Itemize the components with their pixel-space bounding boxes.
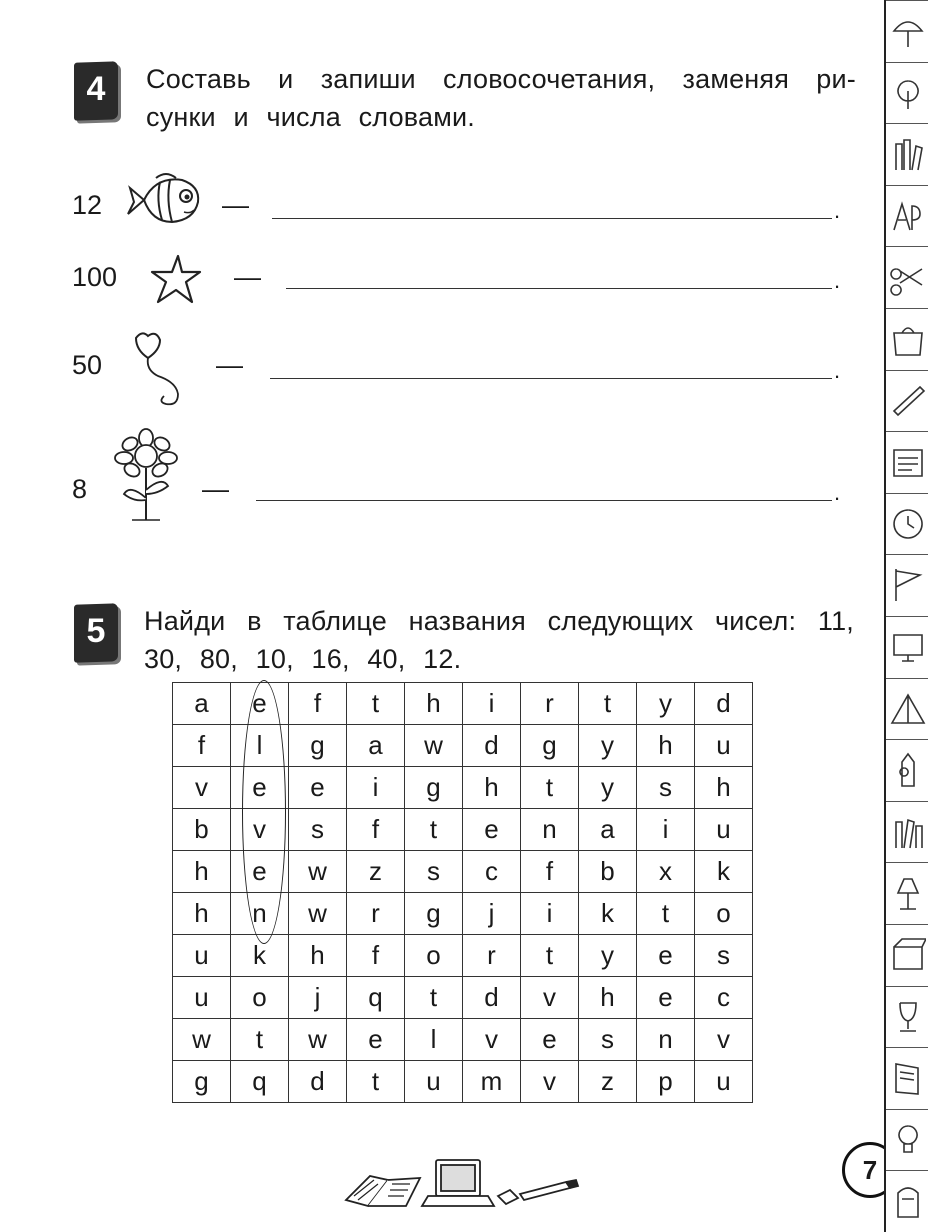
grid-row — [173, 977, 753, 1019]
strip-divider — [886, 308, 928, 309]
books-icon — [890, 808, 926, 856]
exercise-5-instruction — [144, 602, 854, 678]
grid-cell[interactable]: e — [231, 851, 289, 893]
grid-cell[interactable]: u — [173, 977, 231, 1019]
grid-cell[interactable]: j — [463, 893, 521, 935]
grid-cell[interactable]: p — [637, 1061, 695, 1103]
balloon-icon — [122, 330, 192, 410]
grid-cell[interactable]: h — [173, 893, 231, 935]
strip-divider — [886, 493, 928, 494]
row-number: 12 — [72, 190, 103, 220]
grid-cell[interactable]: h — [405, 683, 463, 725]
exercise-4-badge — [74, 62, 118, 120]
grid-cell[interactable]: t — [347, 683, 405, 725]
grid-cell[interactable]: s — [695, 935, 753, 977]
grid-cell[interactable]: z — [579, 1061, 637, 1103]
strip-divider — [886, 0, 928, 1]
bulb-icon — [890, 1116, 926, 1164]
row-dash: — — [222, 190, 249, 220]
grid-cell[interactable]: t — [579, 683, 637, 725]
grid-cell[interactable]: a — [347, 725, 405, 767]
strip-divider — [886, 1109, 928, 1110]
grid-cell[interactable]: l — [405, 1019, 463, 1061]
grid-cell[interactable]: s — [637, 767, 695, 809]
grid-cell[interactable]: w — [289, 893, 347, 935]
grid-cell[interactable]: y — [579, 725, 637, 767]
grid-cell[interactable]: u — [405, 1061, 463, 1103]
grid-cell[interactable]: k — [231, 935, 289, 977]
page-number: 7 — [842, 1142, 898, 1198]
exercise-number: 5 — [86, 612, 106, 650]
grid-cell[interactable]: f — [173, 725, 231, 767]
line-end-dot: . — [834, 358, 841, 383]
grid-cell[interactable]: t — [521, 935, 579, 977]
letters-icon — [890, 192, 926, 240]
line-end-dot: . — [834, 268, 841, 293]
grid-cell[interactable]: t — [347, 1061, 405, 1103]
grid-row — [173, 1019, 753, 1061]
grid-cell[interactable]: s — [579, 1019, 637, 1061]
grid-cell[interactable]: g — [405, 893, 463, 935]
grid-cell[interactable]: q — [347, 977, 405, 1019]
grid-cell[interactable]: i — [637, 809, 695, 851]
grid-cell[interactable]: f — [347, 809, 405, 851]
strip-divider — [886, 801, 928, 802]
strip-divider — [886, 986, 928, 987]
grid-cell[interactable]: r — [463, 935, 521, 977]
strip-divider — [886, 554, 928, 555]
grid-cell[interactable]: h — [289, 935, 347, 977]
grid-cell[interactable]: h — [463, 767, 521, 809]
line-end-dot: . — [834, 480, 841, 505]
grid-cell[interactable]: x — [637, 851, 695, 893]
pencil-icon — [890, 377, 926, 425]
flag-icon — [890, 561, 926, 609]
exercise-number: 4 — [86, 70, 106, 108]
clock-icon — [890, 500, 926, 548]
answer-line[interactable] — [256, 500, 832, 501]
grid-cell[interactable]: r — [347, 893, 405, 935]
grid-cell[interactable]: n — [231, 893, 289, 935]
instruction-line: Найди в таблице названия следующих чисел: 11, — [144, 606, 854, 636]
strip-divider — [886, 739, 928, 740]
grid-cell[interactable]: d — [463, 977, 521, 1019]
grid-cell[interactable]: u — [695, 809, 753, 851]
grid-cell[interactable]: n — [521, 809, 579, 851]
star-icon — [148, 252, 204, 306]
marker-icon — [520, 1180, 578, 1200]
box-icon — [890, 931, 926, 979]
grid-cell[interactable]: g — [521, 725, 579, 767]
row-dash: — — [216, 350, 243, 380]
grid-cell[interactable]: w — [405, 725, 463, 767]
grid-cell[interactable]: e — [231, 683, 289, 725]
grid-cell[interactable]: g — [405, 767, 463, 809]
strip-divider — [886, 431, 928, 432]
strip-divider — [886, 185, 928, 186]
grid-cell[interactable]: z — [347, 851, 405, 893]
instruction-line: Составь и запиши словосочетания, заменяя ри- — [146, 64, 856, 94]
grid-cell[interactable]: t — [405, 977, 463, 1019]
row-number: 50 — [72, 350, 103, 380]
answer-line[interactable] — [270, 378, 832, 379]
grid-cell[interactable]: h — [695, 767, 753, 809]
grid-cell[interactable]: d — [289, 1061, 347, 1103]
flower-icon — [108, 428, 184, 522]
answer-line[interactable] — [286, 288, 832, 289]
row-number: 8 — [72, 474, 88, 504]
grid-cell[interactable]: k — [695, 851, 753, 893]
grid-cell[interactable]: i — [347, 767, 405, 809]
strip-divider — [886, 123, 928, 124]
grid-cell[interactable]: f — [289, 683, 347, 725]
grid-cell[interactable]: e — [637, 977, 695, 1019]
grid-cell[interactable]: o — [695, 893, 753, 935]
grid-cell[interactable]: e — [521, 1019, 579, 1061]
tent-icon — [890, 685, 926, 733]
books-icon — [890, 130, 926, 178]
grid-cell[interactable]: m — [463, 1061, 521, 1103]
grid-cell[interactable]: t — [637, 893, 695, 935]
grid-cell[interactable]: w — [289, 851, 347, 893]
grid-cell[interactable]: e — [289, 767, 347, 809]
grid-cell[interactable]: c — [463, 851, 521, 893]
grid-cell[interactable]: d — [695, 683, 753, 725]
row-dash: — — [202, 474, 229, 504]
grid-cell[interactable]: h — [173, 851, 231, 893]
grid-cell[interactable]: v — [173, 767, 231, 809]
strip-divider — [886, 862, 928, 863]
grid-cell[interactable]: v — [695, 1019, 753, 1061]
book-icon — [890, 1054, 926, 1102]
open-book-icon — [346, 1176, 420, 1206]
grid-cell[interactable]: a — [579, 809, 637, 851]
exercise-5-badge — [74, 604, 118, 662]
grid-cell[interactable]: f — [521, 851, 579, 893]
grid-cell[interactable]: e — [463, 809, 521, 851]
grid-cell[interactable]: g — [173, 1061, 231, 1103]
grid-cell[interactable]: b — [579, 851, 637, 893]
grid-cell[interactable]: l — [231, 725, 289, 767]
umbrella-icon — [890, 7, 926, 55]
grid-cell[interactable]: w — [289, 1019, 347, 1061]
grid-cell[interactable]: u — [695, 725, 753, 767]
instruction-line: сунки и числа словами. — [146, 102, 475, 132]
grid-cell[interactable]: j — [289, 977, 347, 1019]
flower-icon — [890, 69, 926, 117]
answer-oval — [242, 680, 286, 944]
tv-icon — [890, 623, 926, 671]
grid-cell[interactable]: e — [637, 935, 695, 977]
grid-cell[interactable]: q — [231, 1061, 289, 1103]
strip-divider — [886, 62, 928, 63]
grid-cell[interactable]: o — [405, 935, 463, 977]
grid-cell[interactable]: t — [231, 1019, 289, 1061]
scissors-icon — [890, 253, 926, 301]
grid-cell[interactable]: h — [579, 977, 637, 1019]
strip-divider — [886, 1047, 928, 1048]
grid-cell[interactable]: y — [637, 683, 695, 725]
grid-cell[interactable]: v — [231, 809, 289, 851]
grid-cell[interactable]: u — [695, 1061, 753, 1103]
strip-divider — [886, 1170, 928, 1171]
grid-cell[interactable]: e — [231, 767, 289, 809]
grid-cell[interactable]: c — [695, 977, 753, 1019]
strip-divider — [886, 246, 928, 247]
grid-cell[interactable]: y — [579, 935, 637, 977]
grid-cell[interactable]: d — [463, 725, 521, 767]
grid-cell[interactable]: t — [521, 767, 579, 809]
strip-divider — [886, 924, 928, 925]
row-number: 100 — [72, 262, 118, 292]
grid-cell[interactable]: r — [521, 683, 579, 725]
grid-cell[interactable]: i — [463, 683, 521, 725]
answer-line[interactable] — [272, 218, 832, 219]
grid-cell[interactable]: h — [637, 725, 695, 767]
strip-divider — [886, 616, 928, 617]
grid-cell[interactable]: t — [405, 809, 463, 851]
grid-cell[interactable]: u — [173, 935, 231, 977]
exercise-4-instruction — [146, 60, 856, 136]
grid-cell[interactable]: g — [289, 725, 347, 767]
grid-cell[interactable]: v — [521, 977, 579, 1019]
bigben-icon — [890, 746, 926, 794]
grid-row — [173, 1061, 753, 1103]
grid-cell[interactable]: n — [637, 1019, 695, 1061]
row-dash: — — [234, 262, 261, 292]
eraser-icon — [498, 1190, 518, 1204]
grid-cell[interactable]: b — [173, 809, 231, 851]
grid-cell[interactable]: w — [173, 1019, 231, 1061]
grid-cell[interactable]: o — [231, 977, 289, 1019]
decorative-side-strip — [884, 0, 928, 1232]
grid-cell[interactable]: e — [347, 1019, 405, 1061]
postbox-icon — [890, 1177, 926, 1225]
strip-divider — [886, 678, 928, 679]
grid-cell[interactable]: s — [405, 851, 463, 893]
grid-cell[interactable]: y — [579, 767, 637, 809]
grid-cell[interactable]: v — [521, 1061, 579, 1103]
line-end-dot: . — [834, 198, 841, 223]
fish-icon — [126, 170, 202, 232]
grid-cell[interactable]: a — [173, 683, 231, 725]
grid-cell[interactable]: s — [289, 809, 347, 851]
note-icon — [890, 438, 926, 486]
grid-cell[interactable]: v — [463, 1019, 521, 1061]
strip-divider — [886, 370, 928, 371]
bag-icon — [890, 315, 926, 363]
grid-cell[interactable]: k — [579, 893, 637, 935]
school-supplies-illustration — [340, 1150, 580, 1220]
laptop-icon — [422, 1160, 494, 1206]
lamp-icon — [890, 869, 926, 917]
grid-cell[interactable]: f — [347, 935, 405, 977]
grid-cell[interactable]: i — [521, 893, 579, 935]
trophy-icon — [890, 993, 926, 1041]
instruction-line: 30, 80, 10, 16, 40, 12. — [144, 644, 462, 674]
